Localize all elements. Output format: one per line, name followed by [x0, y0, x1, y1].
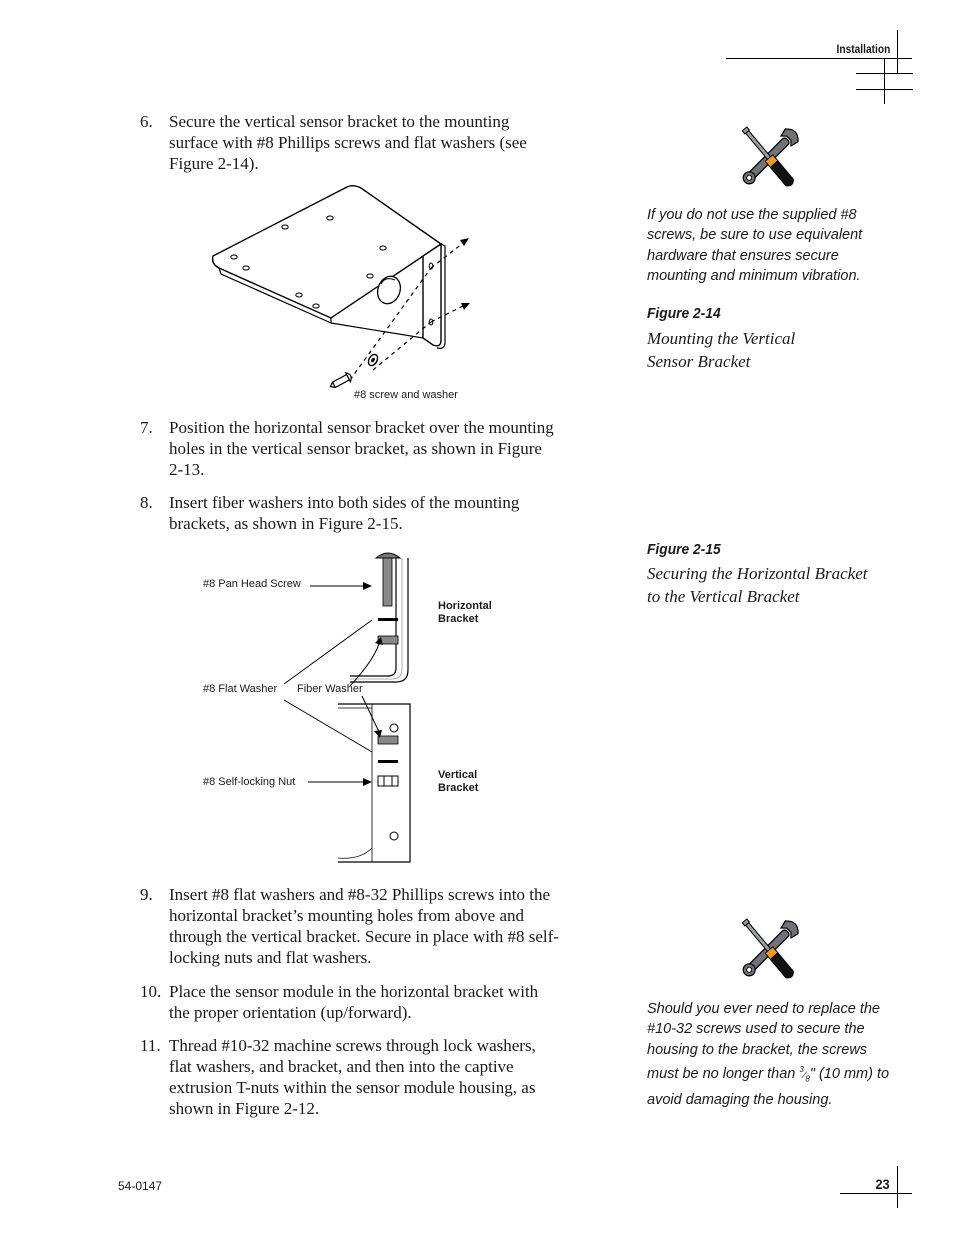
step-10 — [140, 981, 560, 1023]
footer-crosshair-vertical — [897, 1166, 898, 1208]
step-9 — [140, 884, 560, 968]
figure-2-14-caption-line1: Mounting the Vertical — [647, 329, 796, 348]
step-text: Thread #10-32 machine screws through lock washers, flat washers, and bracket, and then into the captive extrusion T-nuts within the sensor module housing, as shown in Figure 2-12. — [169, 1036, 536, 1118]
page-number: 23 — [875, 1176, 890, 1192]
step-number: 6. — [140, 112, 153, 131]
fiber-washer-label: Fiber Washer — [297, 683, 363, 695]
vertical-bracket-label-line2: Bracket — [438, 782, 479, 794]
vertical-bracket-label-line1: Vertical — [438, 769, 478, 781]
step-text: Place the sensor module in the horizontal bracket with the proper orientation (up/forward). — [169, 982, 539, 1022]
section-header: Installation — [836, 42, 890, 56]
header-crosshair-vertical-2 — [884, 58, 885, 104]
note-screw-length-text-a: Should you ever need to replace the #10-32 screws used to secure the housing to the bracket, the screws must be no longer than — [647, 1001, 880, 1083]
footer-rule — [840, 1193, 912, 1194]
figure-2-14-diagram — [205, 180, 485, 395]
step-number: 11. — [140, 1036, 161, 1055]
step-text: Position the horizontal sensor bracket over the mounting holes in the vertical sensor bracket, as shown in Figure 2-13. — [169, 418, 554, 479]
vertical-bracket-label — [438, 769, 478, 795]
horizontal-bracket-label-line1: Horizontal — [438, 600, 492, 612]
figure-2-15-diagram — [200, 548, 440, 866]
figure-2-15-title: Figure 2-15 — [647, 541, 721, 558]
step-text: Insert fiber washers into both sides of the mounting brackets, as shown in Figure 2-15. — [169, 493, 520, 533]
pan-head-screw-label: #8 Pan Head Screw — [203, 578, 301, 590]
flat-washer-label: #8 Flat Washer — [203, 683, 278, 695]
step-text: Insert #8 flat washers and #8-32 Phillips screws into the horizontal bracket’s mounting holes from above and through the vertical bracket. Secure in place with #8 self-locking nuts and flat washers. — [169, 885, 559, 967]
wrench-screwdriver-icon — [732, 120, 806, 196]
wrench-screwdriver-icon — [732, 912, 806, 988]
note-supplied-screws: If you do not use the supplied #8 screws, be sure to use equivalent hardware that ensures secure mounting and minimum vibration. — [647, 207, 863, 285]
step-number: 9. — [140, 885, 153, 904]
step-number: 7. — [140, 418, 153, 437]
figure-2-15-caption — [647, 562, 897, 608]
fraction-denominator: 8 — [805, 1074, 810, 1084]
horizontal-bracket-label-line2: Bracket — [438, 613, 479, 625]
horizontal-bracket-label — [438, 600, 492, 626]
figure-2-14-caption — [647, 327, 897, 373]
self-locking-nut-label: #8 Self-locking Nut — [203, 776, 296, 788]
step-number: 10. — [140, 982, 162, 1001]
header-crosshair-vertical — [897, 30, 898, 74]
step-8 — [140, 492, 560, 534]
fraction-numerator: 3 — [799, 1065, 804, 1075]
note-screw-length-text-b: " (10 mm) to avoid damaging the housing. — [647, 1066, 890, 1109]
header-crosshair-horizontal-2 — [856, 89, 913, 90]
step-6 — [140, 111, 560, 174]
figure-2-15-caption-line2: to the Vertical Bracket — [647, 587, 800, 606]
step-text: Secure the vertical sensor bracket to the mounting surface with #8 Phillips screws and flat washers (see Figure 2-14). — [169, 112, 527, 173]
figure-2-14-title: Figure 2-14 — [647, 305, 721, 322]
figure-2-14-callout: #8 screw and washer — [354, 389, 458, 401]
note-screw-length: Should you ever need to replace the #10-32 screws used to secure the housing to the bracket, the screws must be no longer than $^3⁄_8$" (10 mm) to avoid damaging the housing. — [647, 1001, 890, 1109]
step-7 — [140, 417, 560, 480]
document-number: 54-0147 — [118, 1179, 163, 1193]
step-number: 8. — [140, 493, 153, 512]
figure-2-15-caption-line1: Securing the Horizontal Bracket — [647, 564, 868, 583]
figure-2-14-caption-line2: Sensor Bracket — [647, 352, 751, 371]
step-11 — [140, 1035, 560, 1119]
